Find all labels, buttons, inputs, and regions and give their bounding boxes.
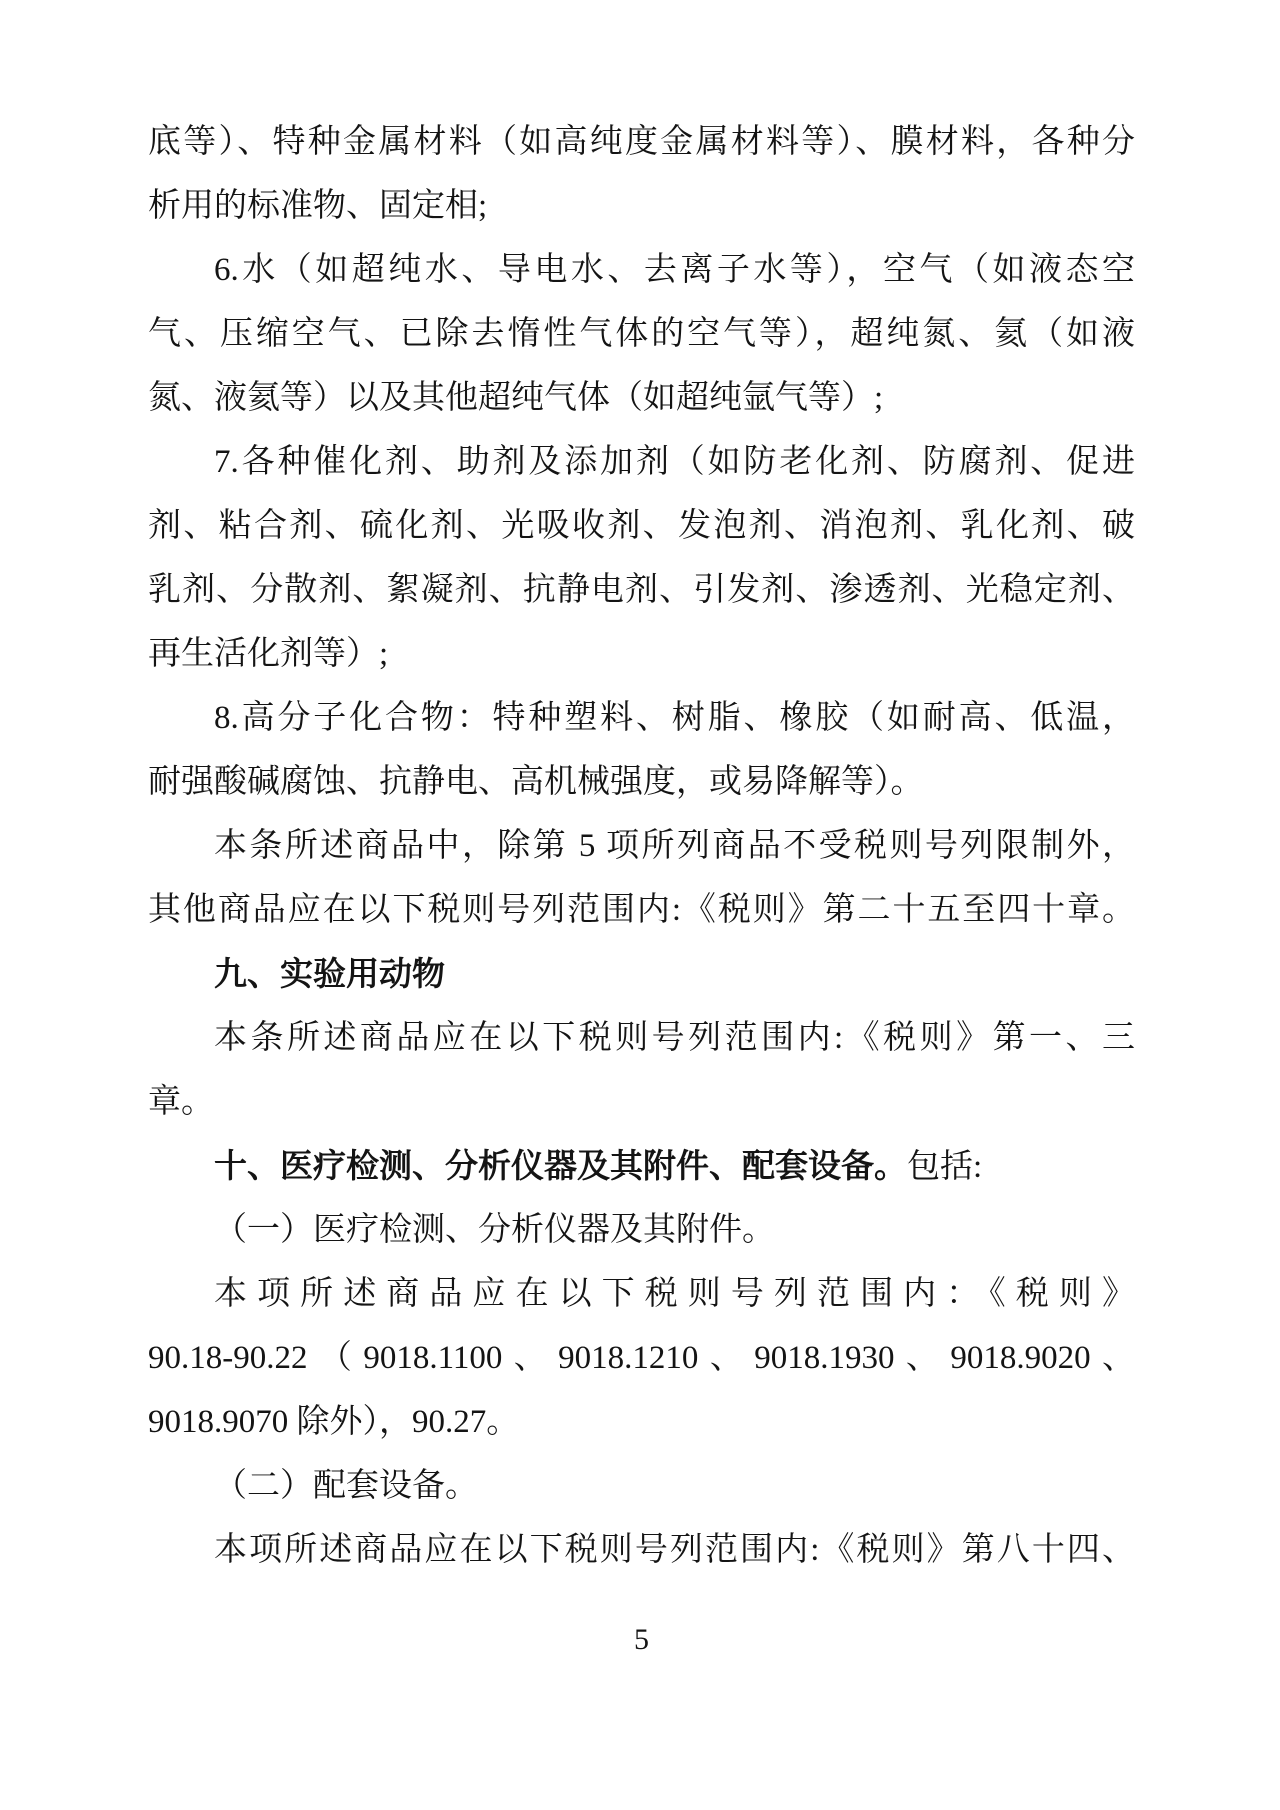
text-line xyxy=(148,1326,1135,1390)
body-text: 包括: xyxy=(907,1149,983,1185)
text-line xyxy=(148,814,1135,878)
text-line xyxy=(148,558,1135,622)
body-text: 耐强酸碱腐蚀、抗静电、高机械强度，或易降解等）。 xyxy=(148,764,924,800)
body-text: 6.水（如超纯水、导电水、去离子水等），空气（如液态空 xyxy=(214,252,1135,288)
text-line xyxy=(148,1198,1135,1262)
text-line xyxy=(148,1518,1135,1582)
body-text: 90.18-90.22（9018.1100、9018.1210、9018.1930、9018.9020、 xyxy=(148,1340,1135,1376)
body-text: 氮、液氦等）以及其他超纯气体（如超纯氩气等）; xyxy=(148,380,884,416)
text-line xyxy=(148,174,1135,238)
body-text: （二）配套设备。 xyxy=(214,1468,478,1504)
text-line xyxy=(148,1454,1135,1518)
body-text: 9018.9070 除外），90.27。 xyxy=(148,1404,520,1440)
section-heading xyxy=(148,942,1135,1006)
body-text: 7.各种催化剂、助剂及添加剂（如防老化剂、防腐剂、促进 xyxy=(214,444,1135,480)
text-line xyxy=(148,238,1135,302)
body-text: 本项所述商品应在以下税则号列范围内:《税则》第八十四、 xyxy=(214,1532,1135,1568)
body-text: 其他商品应在以下税则号列范围内:《税则》第二十五至四十章。 xyxy=(148,892,1135,928)
body-text: 析用的标准物、固定相; xyxy=(148,188,488,224)
text-line xyxy=(148,110,1135,174)
body-text: 气、压缩空气、已除去惰性气体的空气等），超纯氮、氦（如液 xyxy=(148,316,1135,352)
text-line xyxy=(148,1262,1135,1326)
text-line xyxy=(148,750,1135,814)
body-text: （一）医疗检测、分析仪器及其附件。 xyxy=(214,1212,775,1248)
text-line xyxy=(148,302,1135,366)
body-text: 本条所述商品应在以下税则号列范围内:《税则》第一、三 xyxy=(214,1020,1135,1056)
text-line xyxy=(148,878,1135,942)
section-heading xyxy=(148,1134,1135,1198)
body-text: 乳剂、分散剂、絮凝剂、抗静电剂、引发剂、渗透剂、光稳定剂、 xyxy=(148,572,1135,608)
document-body xyxy=(148,110,1135,1582)
text-line xyxy=(148,430,1135,494)
text-line xyxy=(148,686,1135,750)
text-line xyxy=(148,1070,1135,1134)
page-number: 5 xyxy=(634,1623,649,1656)
body-text: 再生活化剂等）; xyxy=(148,636,389,672)
text-line xyxy=(148,1006,1135,1070)
text-line xyxy=(148,366,1135,430)
text-line xyxy=(148,1390,1135,1454)
heading-text: 九、实验用动物 xyxy=(214,955,445,992)
text-line xyxy=(148,622,1135,686)
body-text: 章。 xyxy=(148,1084,214,1120)
body-text: 本项所述商品应在以下税则号列范围内：《税则》 xyxy=(214,1276,1135,1312)
body-text: 8.高分子化合物：特种塑料、树脂、橡胶（如耐高、低温， xyxy=(214,700,1135,736)
text-line xyxy=(148,494,1135,558)
body-text: 底等）、特种金属材料（如高纯度金属材料等）、膜材料，各种分 xyxy=(148,124,1135,160)
body-text: 剂、粘合剂、硫化剂、光吸收剂、发泡剂、消泡剂、乳化剂、破 xyxy=(148,508,1135,544)
heading-text: 十、医疗检测、分析仪器及其附件、配套设备。 xyxy=(214,1147,907,1184)
body-text: 本条所述商品中，除第 5 项所列商品不受税则号列限制外， xyxy=(214,828,1135,864)
